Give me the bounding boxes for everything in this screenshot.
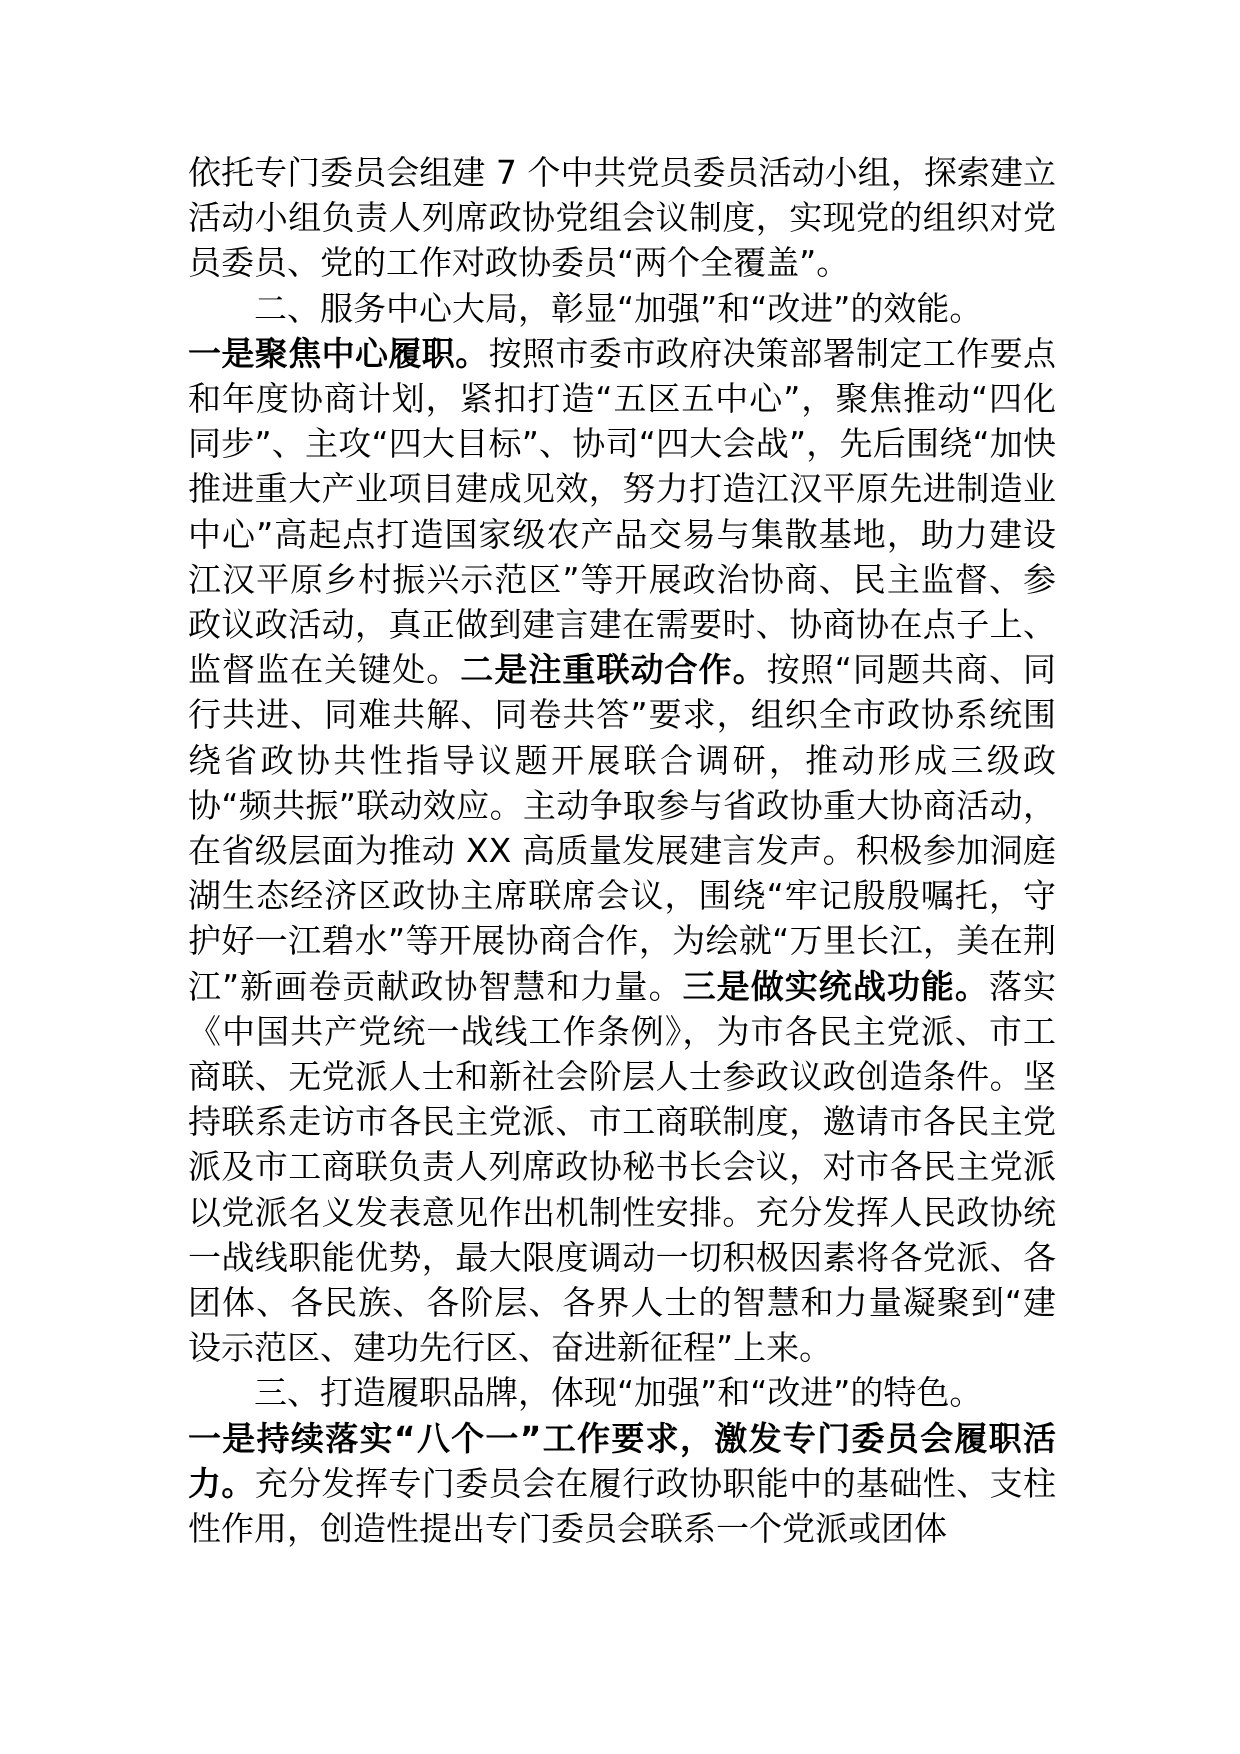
point-text-1: 按照市委市政府决策部署制定工作要点和年度协商计划，紧扣打造“五区五中心”，聚焦推动“四化同步”、主攻“四大目标”、协司“四大会战”，先后围绕“加快推进重大产业项目建成见效，努力打造江汉平原先进制造业中心”高起点打造国家级农产品交易与集散基地，助力建设江汉平原乡村振兴示范区”等开展政治协商、民主监督、参政议政活动，真正做到建言建在需要时、协商协在点子上、监督监在关键处。	[188, 333, 1057, 690]
document-body	[188, 150, 1056, 1551]
point-heading-3-1: 一是持续落实“八个一”工作要求，激发专门委员会履职活力。	[188, 1418, 1056, 1503]
point-heading-1: 一是聚焦中心履职。	[188, 333, 489, 373]
paragraph-section-2	[188, 331, 1056, 1371]
point-text-2: 按照“同题共商、同行共进、同难共解、同卷共答”要求，组织全市政协系统围绕省政协共性指导议题开展联合调研，推动形成三级政协“频共振”联动效应。主动争取参与省政协重大协商活动，在省级层面为推动 XX 高质量发展建言发声。积极参加洞庭湖生态经济区政协主席联席会议，围绕“牢记殷殷嘱托，守护好一江碧水”等开展协商合作，为绘就“万里长江，美在荆江”新画卷贡献政协智慧和力量。	[188, 650, 1057, 1006]
point-heading-3: 三是做实统战功能。	[682, 966, 989, 1006]
point-text-3: 落实《中国共产党统一战线工作条例》，为市各民主党派、市工商联、无党派人士和新社会阶层人士参政议政创造条件。坚持联系走访市各民主党派、市工商联制度，邀请市各民主党派及市工商联负责人列席政协秘书长会议，对市各民主党派以党派名义发表意见作出机制性安排。充分发挥人民政协统一战线职能优势，最大限度调动一切积极因素将各党派、各团体、各民族、各阶层、各界人士的智慧和力量凝聚到“建设示范区、建功先行区、奋进新征程”上来。	[188, 966, 1057, 1368]
point-text-3-1: 充分发挥专门委员会在履行政协职能中的基础性、支柱性作用，创造性提出专门委员会联系一个党派或团体	[188, 1463, 1057, 1549]
point-heading-2: 二是注重联动合作。	[460, 650, 767, 690]
section-heading-2: 二、服务中心大局，彰显“加强”和“改进”的效能。	[254, 288, 983, 328]
paragraph-section-3	[188, 1416, 1056, 1552]
section-heading-3: 三、打造履职品牌，体现“加强”和“改进”的特色。	[254, 1373, 983, 1413]
paragraph-continuation: 依托专门委员会组建 7 个中共党员委员活动小组，探索建立活动小组负责人列席政协党组会议制度，实现党的组织对党员委员、党的工作对政协委员“两个全覆盖”。	[188, 153, 1056, 283]
